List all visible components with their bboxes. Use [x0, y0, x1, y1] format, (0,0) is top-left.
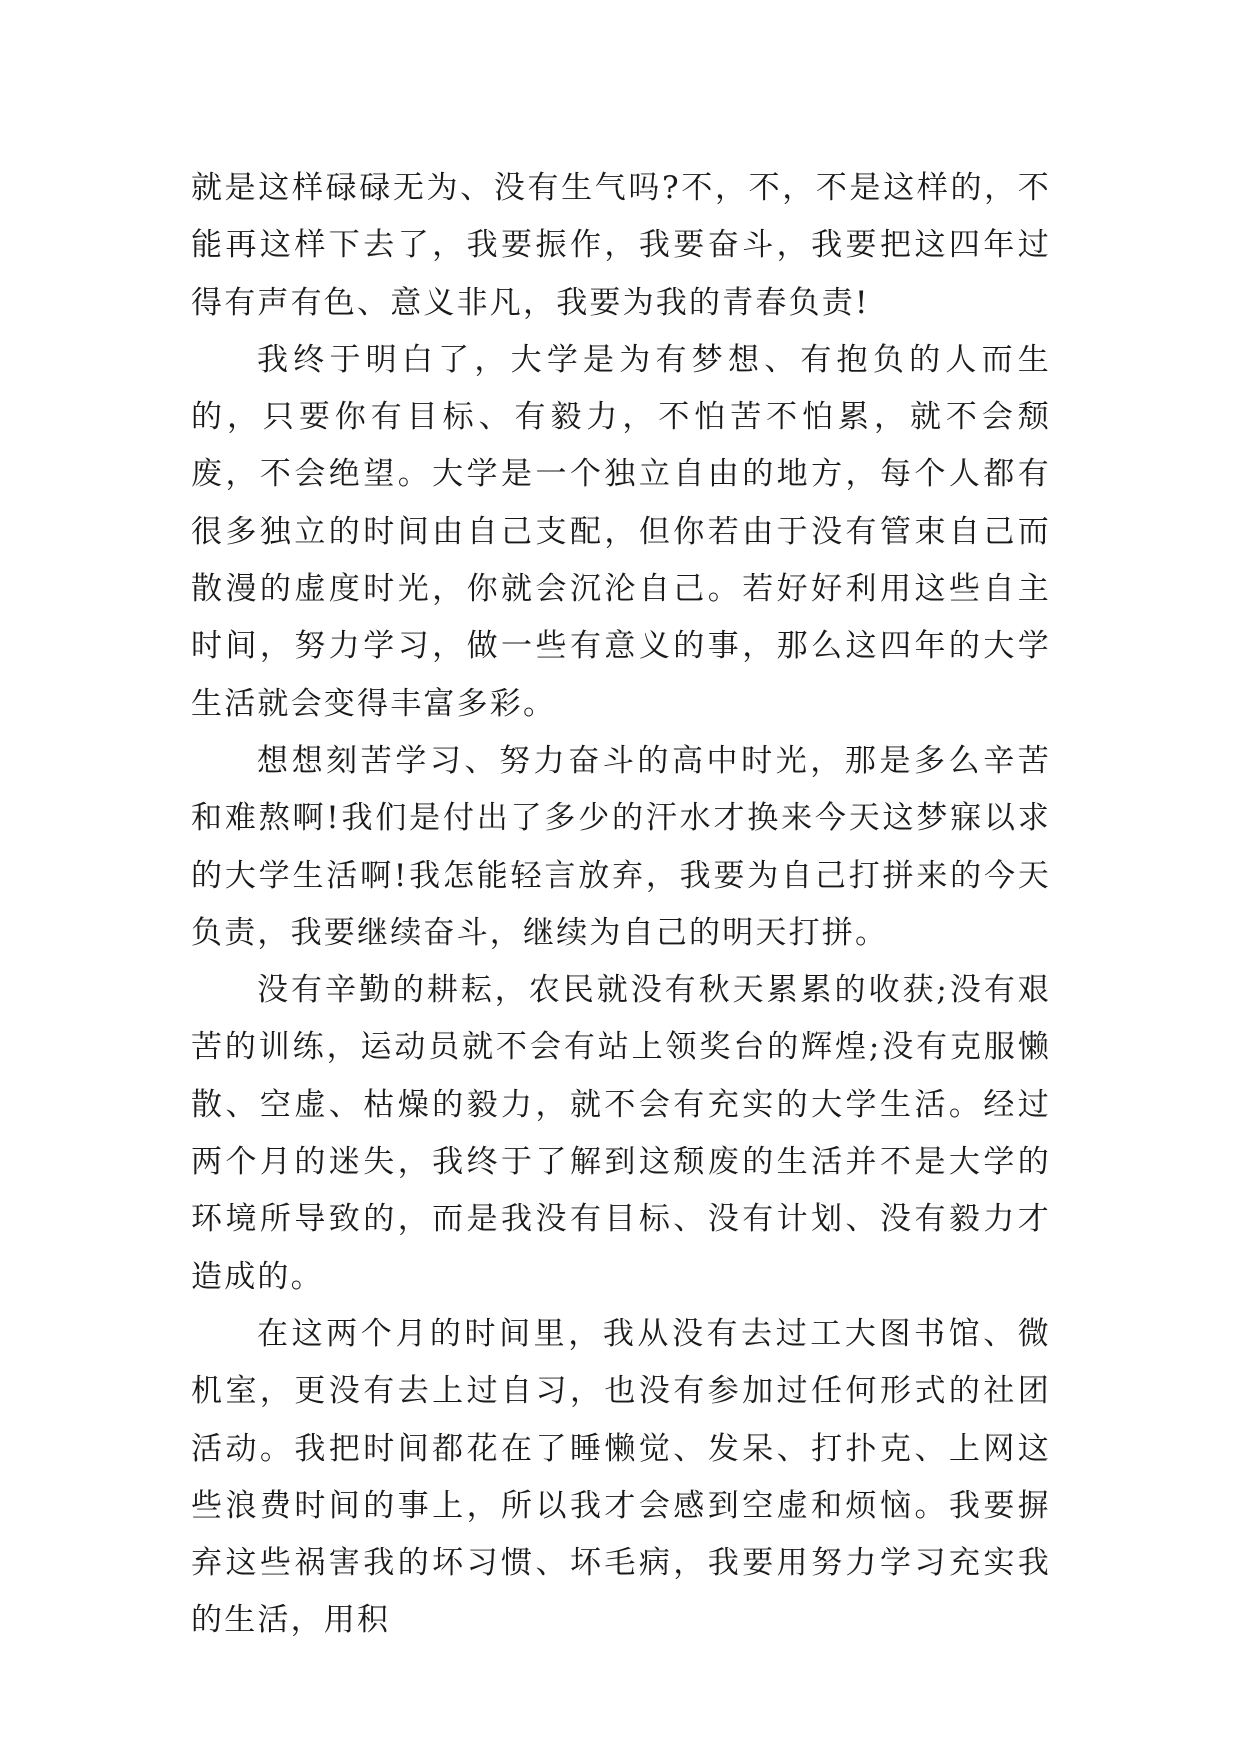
paragraph-continuation: 就是这样碌碌无为、没有生气吗?不，不，不是这样的，不能再这样下去了，我要振作，我要奋斗，我要把这四年过得有声有色、意义非凡，我要为我的青春负责! [191, 170, 1051, 321]
paragraph-understanding: 我终于明白了，大学是为有梦想、有抱负的人而生的，只要你有目标、有毅力，不怕苦不怕累，就不会颓废，不会绝望。大学是一个独立自由的地方，每个人都有很多独立的时间由自己支配，但你若由于没有管束自己而散漫的虚度时光，你就会沉沦自己。若好好利用这些自主时间，努力学习，做一些有意义的事，那么这四年的大学生活就会变得丰富多彩。 [191, 341, 1051, 722]
paragraph-hard-work: 没有辛勤的耕耘，农民就没有秋天累累的收获;没有艰苦的训练，运动员就不会有站上领奖台的辉煌;没有克服懒散、空虚、枯燥的毅力，就不会有充实的大学生活。经过两个月的迷失，我终于了解到这颓废的生活并不是大学的环境所导致的，而是我没有目标、没有计划、没有毅力才造成的。 [191, 972, 1051, 1295]
paragraph-high-school: 想想刻苦学习、努力奋斗的高中时光，那是多么辛苦和难熬啊!我们是付出了多少的汗水才换来今天这梦寐以求的大学生活啊!我怎能轻言放弃，我要为自己打拼来的今天负责，我要继续奋斗，继续为自己的明天打拼。 [191, 742, 1051, 951]
paragraph-two-months: 在这两个月的时间里，我从没有去过工大图书馆、微机室，更没有去上过自习，也没有参加过任何形式的社团活动。我把时间都花在了睡懒觉、发呆、打扑克、上网这些浪费时间的事上，所以我才会感到空虚和烦恼。我要摒弃这些祸害我的坏习惯、坏毛病，我要用努力学习充实我的生活，用积 [191, 1315, 1051, 1639]
document-page [191, 160, 1051, 1650]
